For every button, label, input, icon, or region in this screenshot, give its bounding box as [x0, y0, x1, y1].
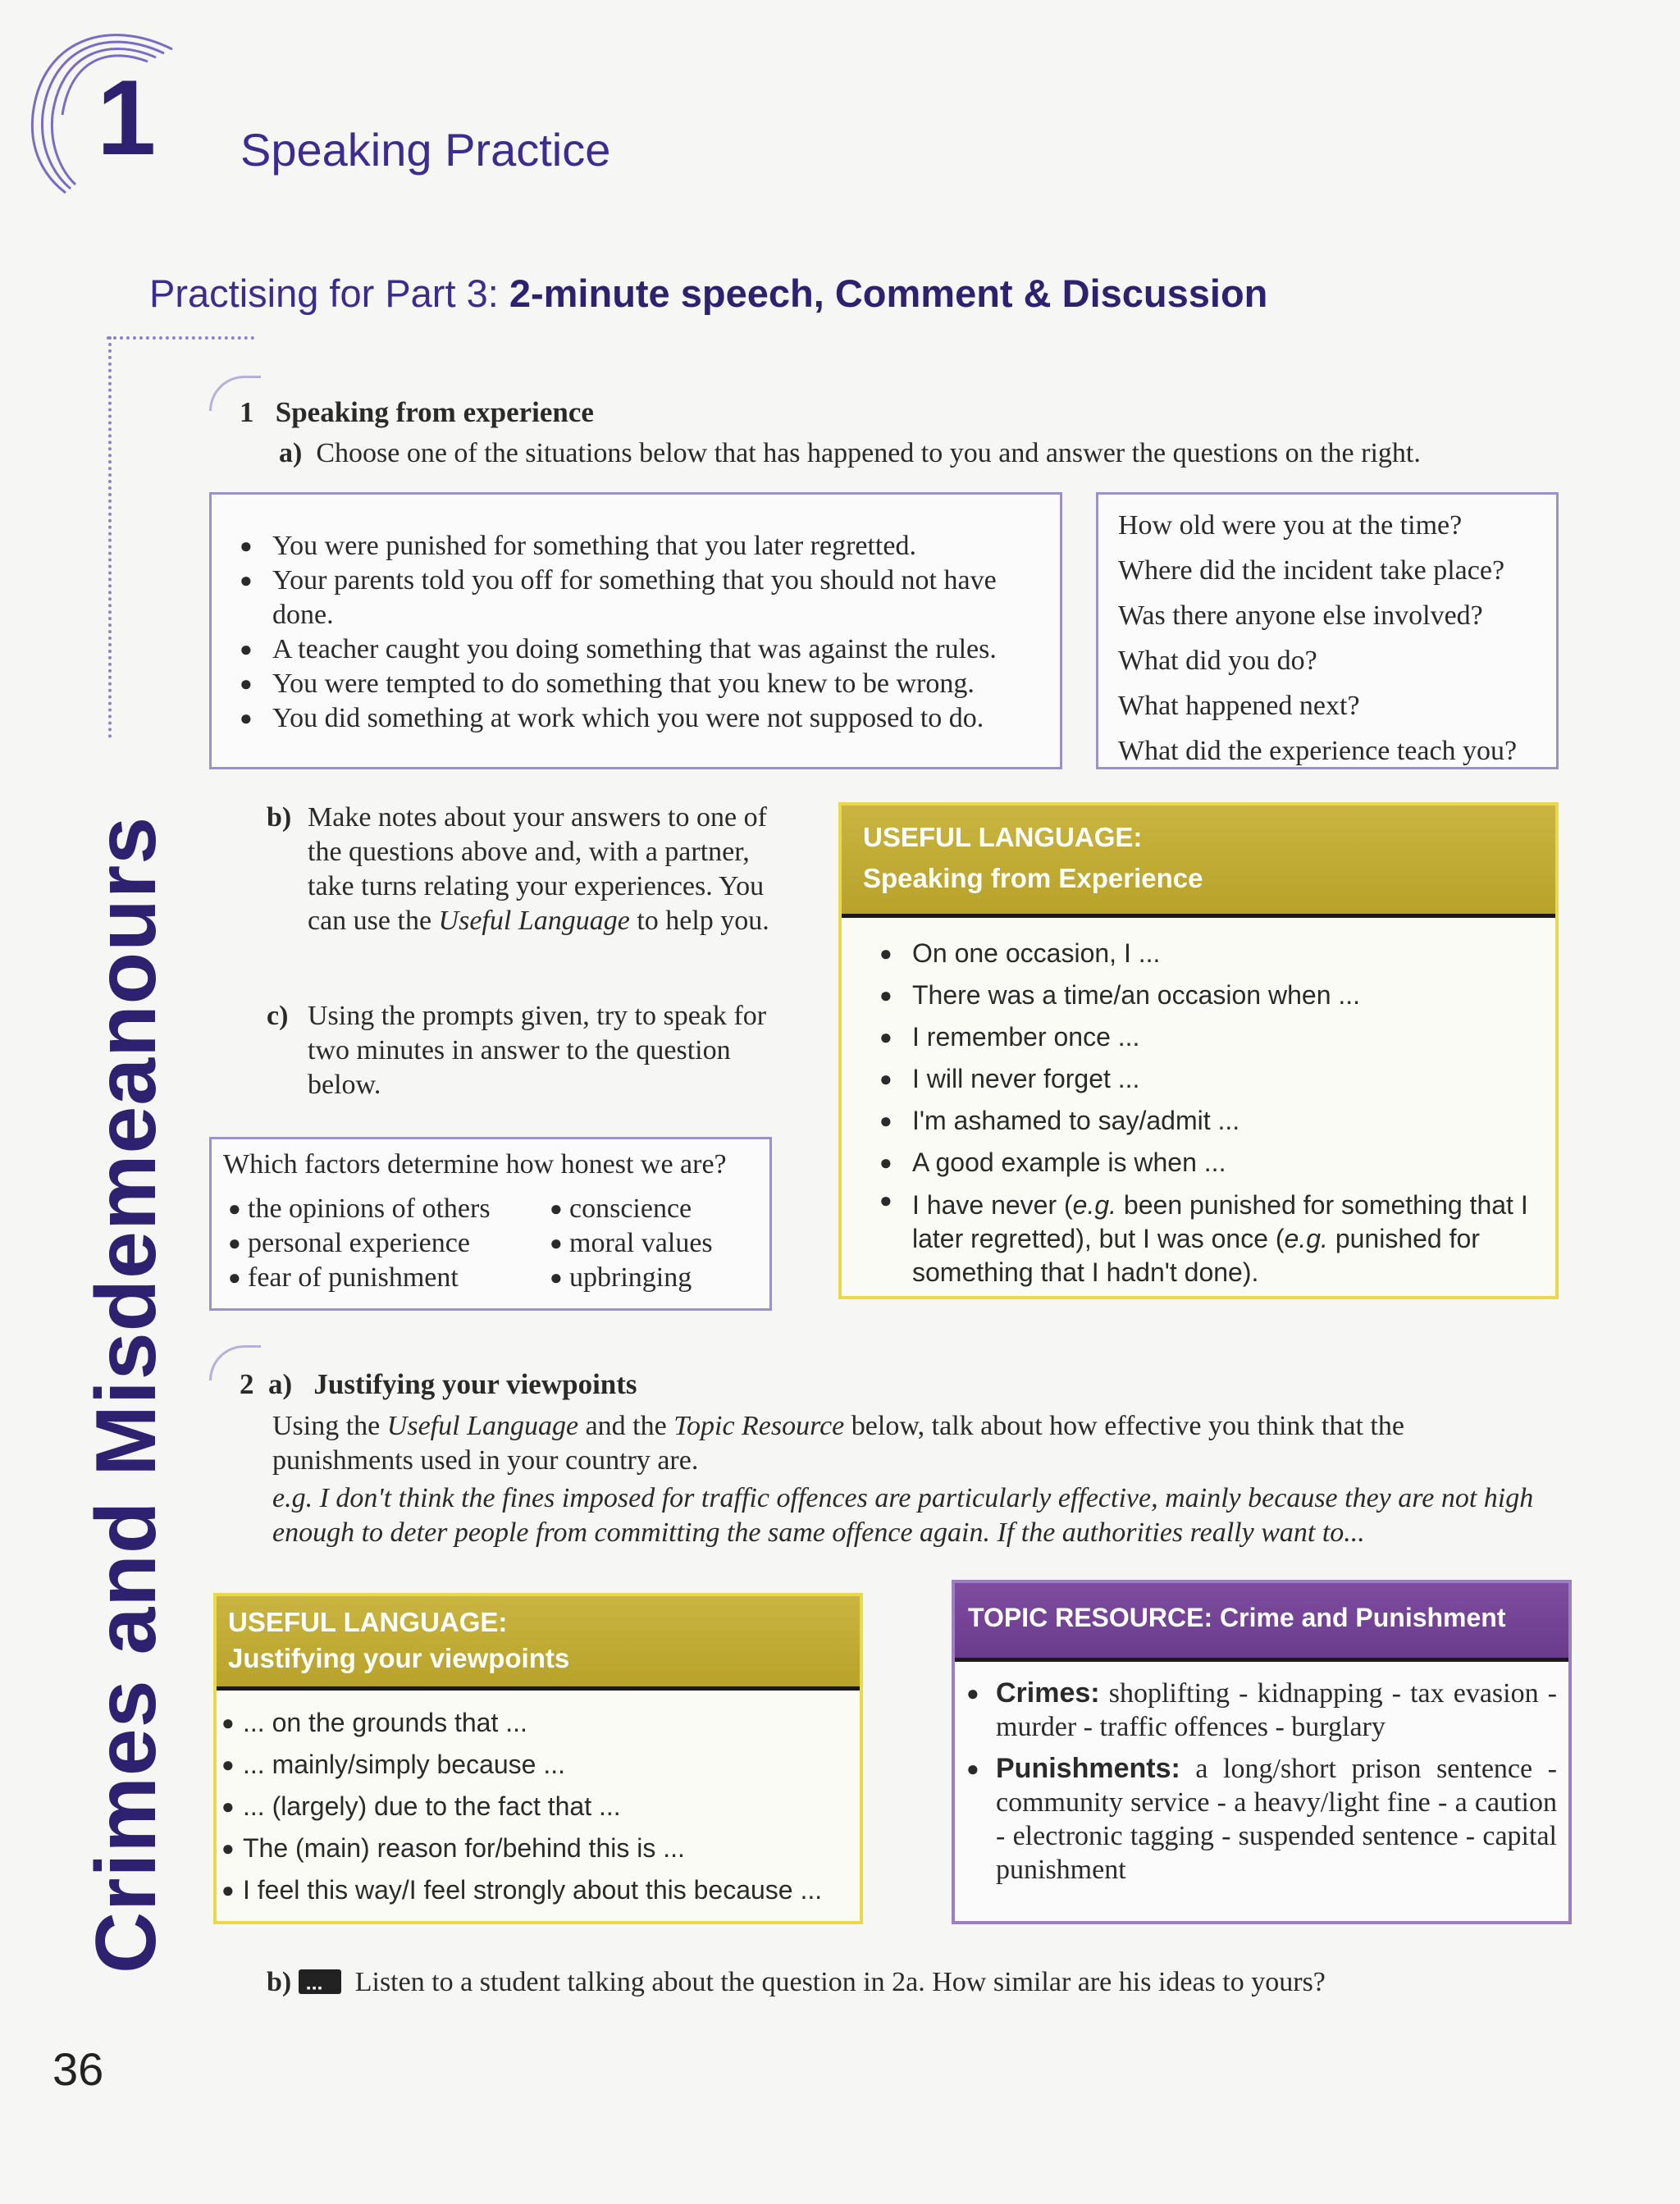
- q1c-label: c): [267, 1001, 289, 1031]
- topic-resource-list: [955, 1662, 1568, 1887]
- list-item: ● A good example is when ...: [874, 1142, 1531, 1184]
- useful-language-viewpoints-list: [217, 1691, 860, 1911]
- q2a-instruction: Using the Useful Language and the Topic Resource below, talk about how effective you think that the punishments used in your country are.: [272, 1411, 1404, 1476]
- list-item: ● There was a time/an occasion when ...: [874, 974, 1531, 1016]
- q2b-instruction: [267, 1965, 1326, 2000]
- q1b-instruction: b) Make notes about your answers to one of the questions above and, with a partner, take turns relating your experiences. You can use the Useful Language to help you.: [267, 802, 769, 936]
- q1a-label: a): [279, 438, 303, 468]
- list-item: ● I will never forget ...: [874, 1058, 1531, 1100]
- factors-left-list: [223, 1192, 545, 1295]
- page-number: 36: [52, 2043, 104, 2095]
- questions-box: [1096, 492, 1559, 769]
- list-item: ● I have never (e.g. been punished for something that I later regretted), but I was once (e.g. punished for something that I hadn't done).: [874, 1184, 1531, 1289]
- list-item: ● upbringing: [545, 1261, 713, 1295]
- factors-question: Which factors determine how honest we are?: [223, 1149, 727, 1180]
- list-item: ● Your parents told you off for something that you should not have done.: [235, 564, 1043, 632]
- part-heading-bold: 2-minute speech, Comment & Discussion: [509, 272, 1268, 315]
- useful-language-experience-box: [838, 802, 1559, 1299]
- factors-right-list: [545, 1192, 713, 1295]
- list-item: ● The (main) reason for/behind this is ...: [217, 1828, 851, 1869]
- unit-number: 1: [97, 57, 157, 177]
- topic-resource-box: [952, 1580, 1572, 1924]
- q1a-instruction: [279, 436, 1421, 471]
- question-item: Where did the incident take place?: [1118, 555, 1505, 586]
- question-item: What did you do?: [1118, 646, 1317, 676]
- list-item: ● fear of punishment: [223, 1261, 545, 1295]
- q1-title: Speaking from experience: [275, 396, 594, 428]
- q1-heading: [240, 396, 594, 429]
- useful-language-header: USEFUL LANGUAGE: Speaking from Experience: [842, 805, 1555, 918]
- list-item: ● I remember once ...: [874, 1016, 1531, 1058]
- list-item: ● ... (largely) due to the fact that ...: [217, 1786, 851, 1828]
- dotted-divider: [107, 336, 254, 340]
- question-item: Was there anyone else involved?: [1118, 600, 1483, 631]
- factors-box: [209, 1137, 772, 1311]
- q2-title: Justifying your viewpoints: [313, 1368, 637, 1400]
- part-heading: [149, 271, 1267, 316]
- audio-cassette-icon: [299, 1969, 341, 1994]
- section-title: Speaking Practice: [240, 124, 611, 176]
- q1c-instruction: c) Using the prompts given, try to speak for two minutes in answer to the question below.: [267, 1001, 767, 1100]
- part-heading-prefix: Practising for Part 3:: [149, 272, 509, 315]
- q2a-example: e.g. I don't think the fines imposed for traffic offences are particularly effective, mainly because they are not high enough to deter people from committing the same offence again. If the authorities really want to...: [272, 1483, 1534, 1548]
- q2b-label: b): [267, 1967, 292, 1997]
- question-item: What did the experience teach you?: [1118, 736, 1518, 766]
- list-item: ● You did something at work which you were not supposed to do.: [235, 701, 1043, 736]
- list-item: ● Punishments: a long/short prison sentence - community service - a heavy/light fine - a caution - electronic tagging - suspended sentence - capital punishment: [961, 1752, 1557, 1887]
- list-item: ● You were tempted to do something that you knew to be wrong.: [235, 667, 1043, 701]
- topic-resource-header: TOPIC RESOURCE: Crime and Punishment: [955, 1583, 1568, 1662]
- list-item: ● I'm ashamed to say/admit ...: [874, 1100, 1531, 1142]
- list-item: ● A teacher caught you doing something that was against the rules.: [235, 632, 1043, 667]
- q2-heading: [240, 1368, 637, 1401]
- list-item: ● moral values: [545, 1226, 713, 1261]
- list-item: ● personal experience: [223, 1226, 545, 1261]
- question-item: What happened next?: [1118, 691, 1360, 721]
- q2-number: 2: [240, 1368, 254, 1400]
- list-item: ● I feel this way/I feel strongly about this because ...: [217, 1869, 851, 1911]
- list-item: ● You were punished for something that you later regretted.: [235, 529, 1043, 564]
- useful-language-viewpoints-box: [213, 1593, 863, 1924]
- side-title: Crimes and Misdemeanours: [79, 815, 175, 1974]
- q1a-text: Choose one of the situations below that has happened to you and answer the questions on the right.: [316, 438, 1421, 468]
- dotted-divider-vertical: [108, 336, 112, 738]
- question-item: How old were you at the time?: [1118, 510, 1463, 541]
- q1b-label: b): [267, 802, 292, 833]
- list-item: ● ... mainly/simply because ...: [217, 1744, 851, 1786]
- list-item: ● Crimes: shoplifting - kidnapping - tax evasion - murder - traffic offences - burglary: [961, 1677, 1557, 1744]
- q2b-text: Listen to a student talking about the question in 2a. How similar are his ideas to yours?: [354, 1967, 1326, 1997]
- useful-language-experience-list: [842, 918, 1555, 1289]
- useful-language-header: USEFUL LANGUAGE: Justifying your viewpoints: [217, 1596, 860, 1691]
- list-item: ● ... on the grounds that ...: [217, 1702, 851, 1744]
- list-item: ● On one occasion, I ...: [874, 933, 1531, 974]
- list-item: ● the opinions of others: [223, 1192, 545, 1226]
- list-item: ● conscience: [545, 1192, 713, 1226]
- q2a-label: a): [268, 1368, 293, 1400]
- q1-number: 1: [240, 396, 254, 428]
- situations-box: [209, 492, 1062, 769]
- situations-list: [235, 529, 1043, 736]
